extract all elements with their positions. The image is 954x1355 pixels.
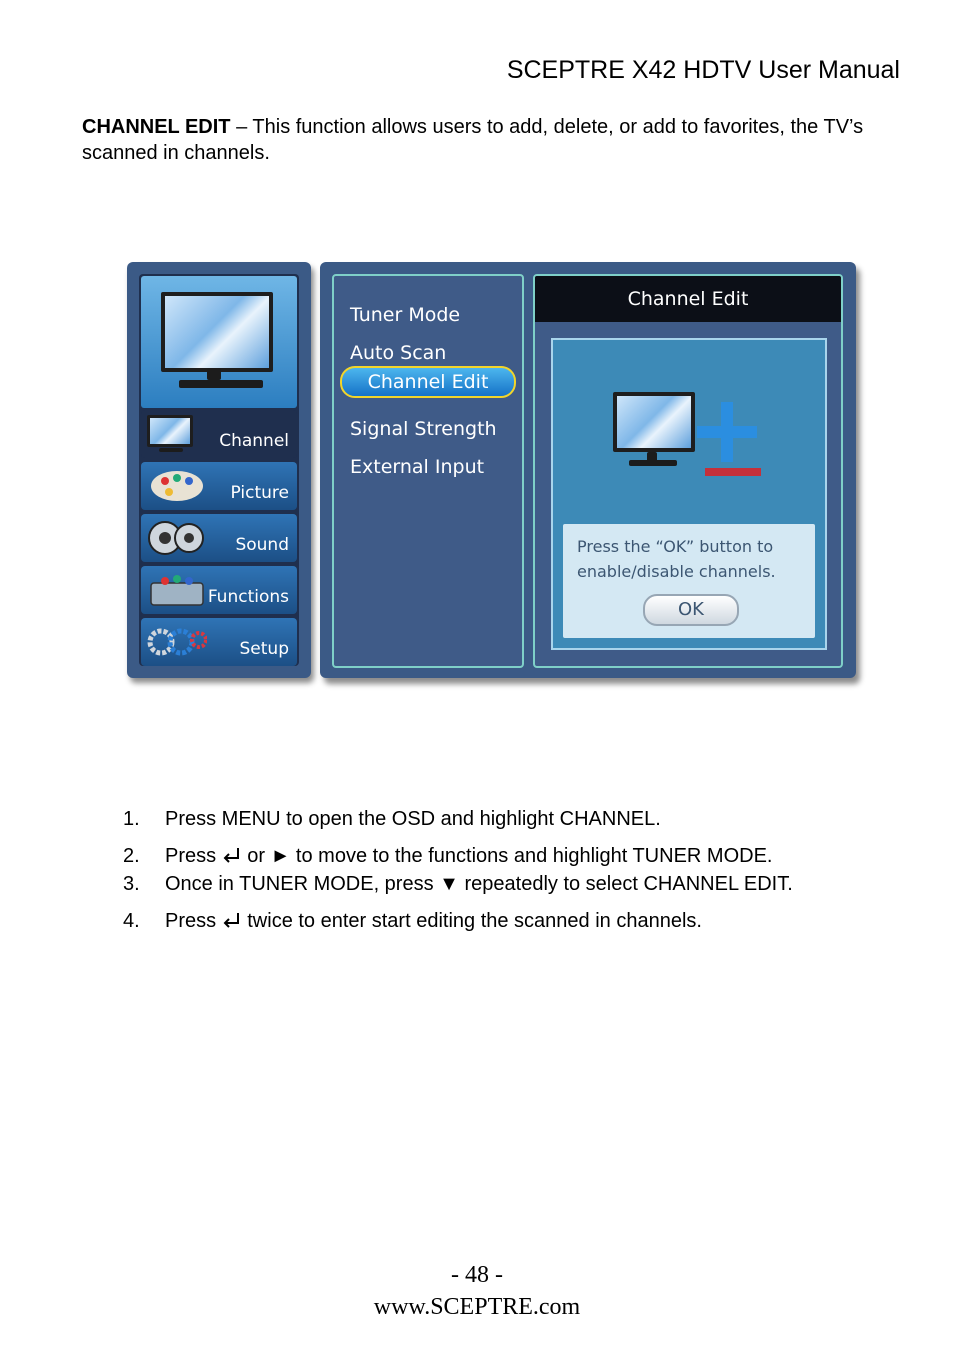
- page-footer: [0, 1259, 954, 1323]
- manual-title: SCEPTRE X42 HDTV User Manual: [506, 56, 900, 84]
- detail-title: Channel Edit: [535, 276, 841, 322]
- instruction-text: Press the “OK” button to enable/disable channels.: [577, 537, 776, 581]
- tv-icon: [613, 392, 695, 454]
- palette-icon: [147, 467, 207, 505]
- category-sound[interactable]: [141, 514, 297, 562]
- website-link[interactable]: www.SCEPTRE.com: [373, 1294, 581, 1320]
- channel-edit-panel: [533, 274, 843, 668]
- tv-icon: [147, 415, 207, 453]
- category-preview: [141, 276, 297, 408]
- category-channel[interactable]: [141, 410, 297, 458]
- category-label: Picture: [230, 483, 289, 503]
- enter-key-icon: [222, 846, 242, 864]
- step-item: 2. Press or ► to move to the functions and highlight TUNER MODE.: [123, 845, 773, 867]
- intro-paragraph: [82, 114, 902, 166]
- gears-icon: [147, 623, 207, 661]
- speaker-icon: [147, 519, 207, 557]
- toolbox-icon: [147, 571, 207, 609]
- osd-screenshot: [127, 262, 863, 690]
- channel-menu: [332, 274, 524, 668]
- category-list: [139, 274, 299, 666]
- category-label: Functions: [207, 587, 289, 607]
- settings-panel: [320, 262, 856, 678]
- enter-key-icon: [222, 911, 242, 929]
- step-item: 1. Press MENU to open the OSD and highlight CHANNEL.: [123, 808, 661, 830]
- minus-icon: [705, 468, 761, 476]
- menu-item-auto-scan[interactable]: Auto Scan: [350, 342, 447, 364]
- page-number: - 48 -: [451, 1262, 503, 1288]
- category-label: Setup: [239, 639, 289, 659]
- menu-item-channel-edit[interactable]: Channel Edit: [340, 366, 516, 398]
- instruction-box: [563, 524, 815, 638]
- category-label: Channel: [219, 431, 289, 451]
- category-label: Sound: [235, 535, 289, 555]
- category-setup[interactable]: [141, 618, 297, 666]
- ok-button[interactable]: OK: [643, 594, 739, 626]
- category-functions[interactable]: [141, 566, 297, 614]
- tv-preview-icon: [161, 292, 273, 372]
- category-panel: [127, 262, 311, 678]
- menu-item-signal-strength[interactable]: Signal Strength: [350, 418, 497, 440]
- detail-content: [551, 338, 827, 650]
- intro-term: CHANNEL EDIT: [82, 116, 231, 138]
- menu-item-external-input[interactable]: External Input: [350, 456, 485, 478]
- category-picture[interactable]: [141, 462, 297, 510]
- step-item: 3. Once in TUNER MODE, press ▼ repeatedly to select CHANNEL EDIT.: [123, 873, 793, 895]
- menu-item-tuner-mode[interactable]: Tuner Mode: [350, 304, 461, 326]
- intro-text: – This function allows users to add, delete, or add to favorites, the TV’s scanned in channels.: [82, 116, 864, 164]
- step-item: 4. Press twice to enter start editing the scanned in channels.: [123, 910, 702, 932]
